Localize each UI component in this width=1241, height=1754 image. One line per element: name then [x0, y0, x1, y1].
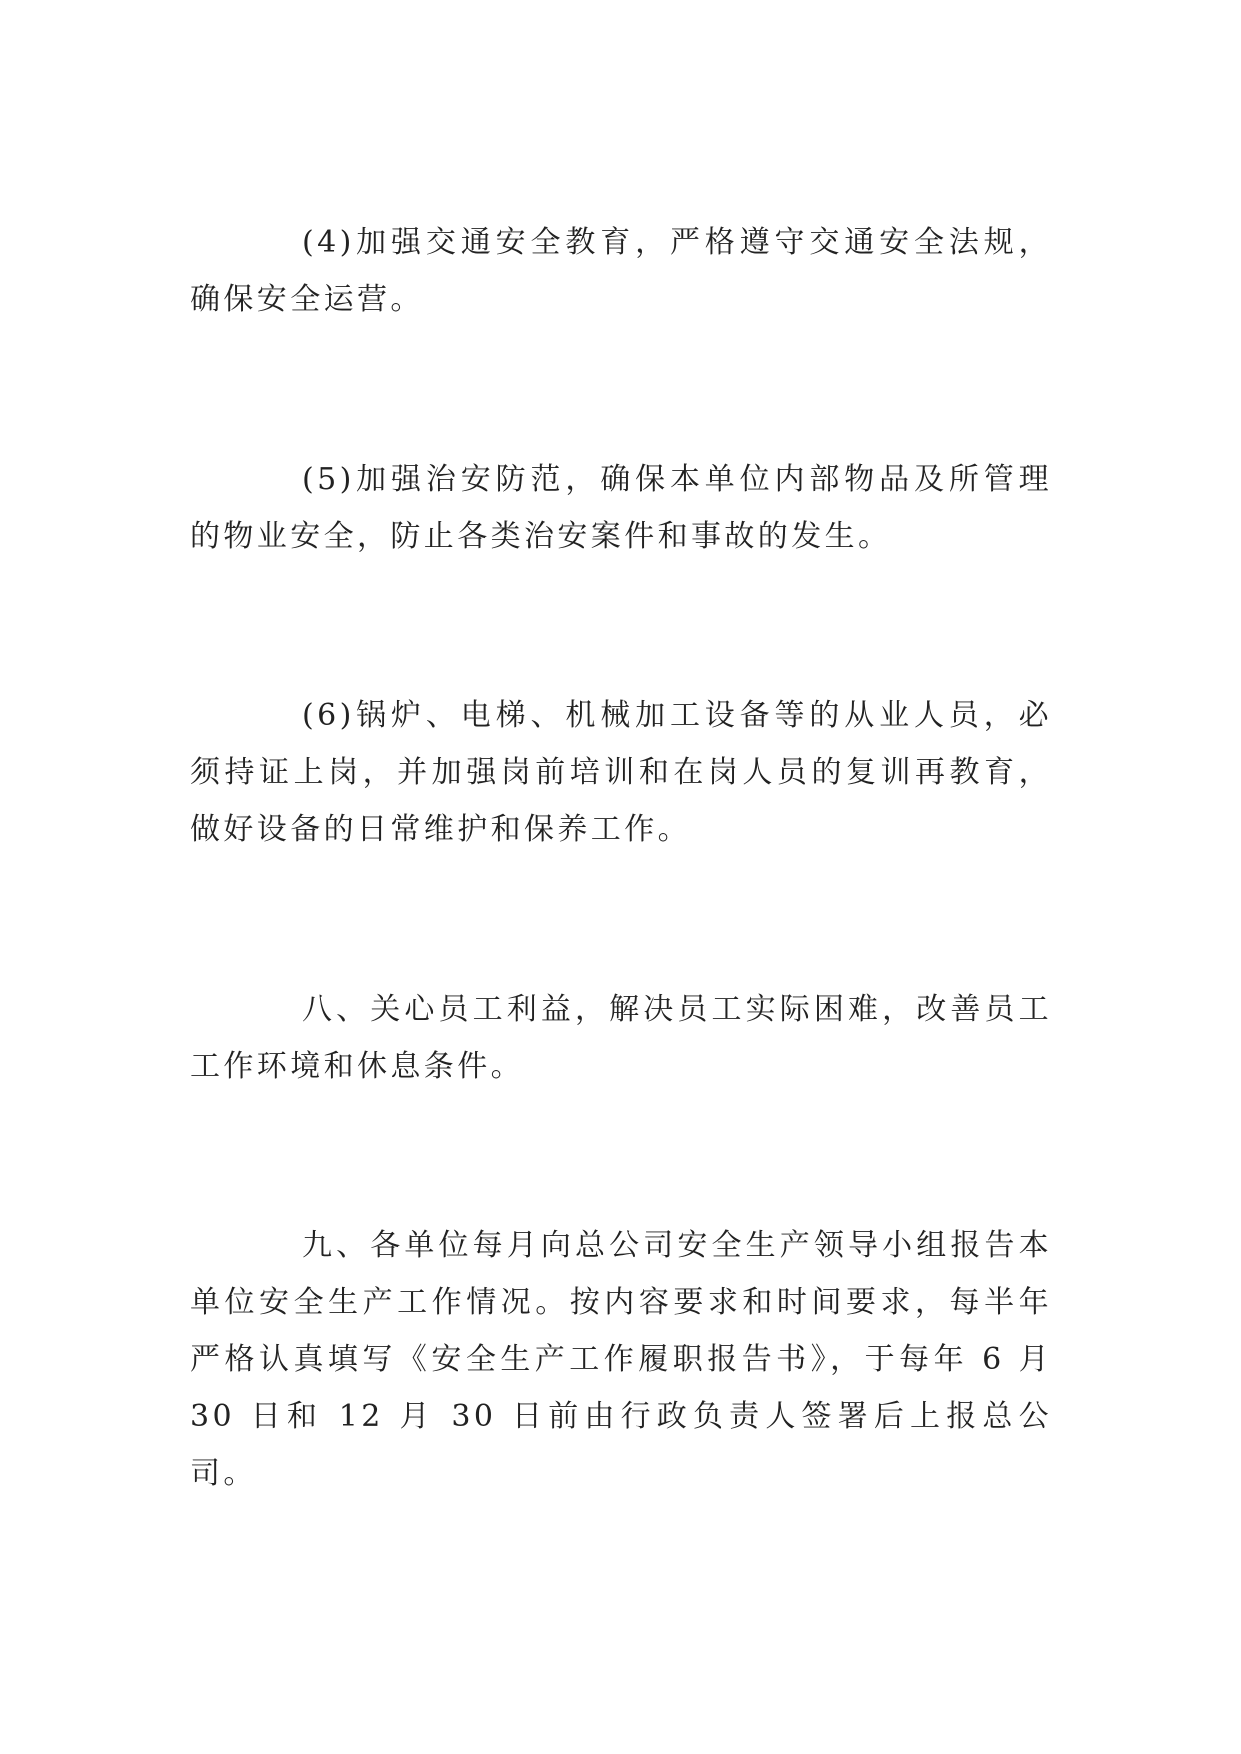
paragraph-section-8: 八、关心员工利益，解决员工实际困难，改善员工工作环境和休息条件。	[190, 992, 1052, 1084]
paragraph-item-5: (5)加强治安防范，确保本单位内部物品及所管理的物业安全，防止各类治安案件和事故的发生。	[190, 462, 1052, 554]
paragraph-item-4: (4)加强交通安全教育，严格遵守交通安全法规，确保安全运营。	[190, 225, 1052, 317]
paragraph-item-6: (6)锅炉、电梯、机械加工设备等的从业人员，必须持证上岗，并加强岗前培训和在岗人员的复训再教育，做好设备的日常维护和保养工作。	[190, 698, 1052, 847]
paragraph-section-9: 九、各单位每月向总公司安全生产领导小组报告本单位安全生产工作情况。按内容要求和时间要求，每半年严格认真填写《安全生产工作履职报告书》，于每年 6 月 30 日和 12 月 30 日前由行政负责人签署后上报总公司。	[190, 1228, 1052, 1491]
